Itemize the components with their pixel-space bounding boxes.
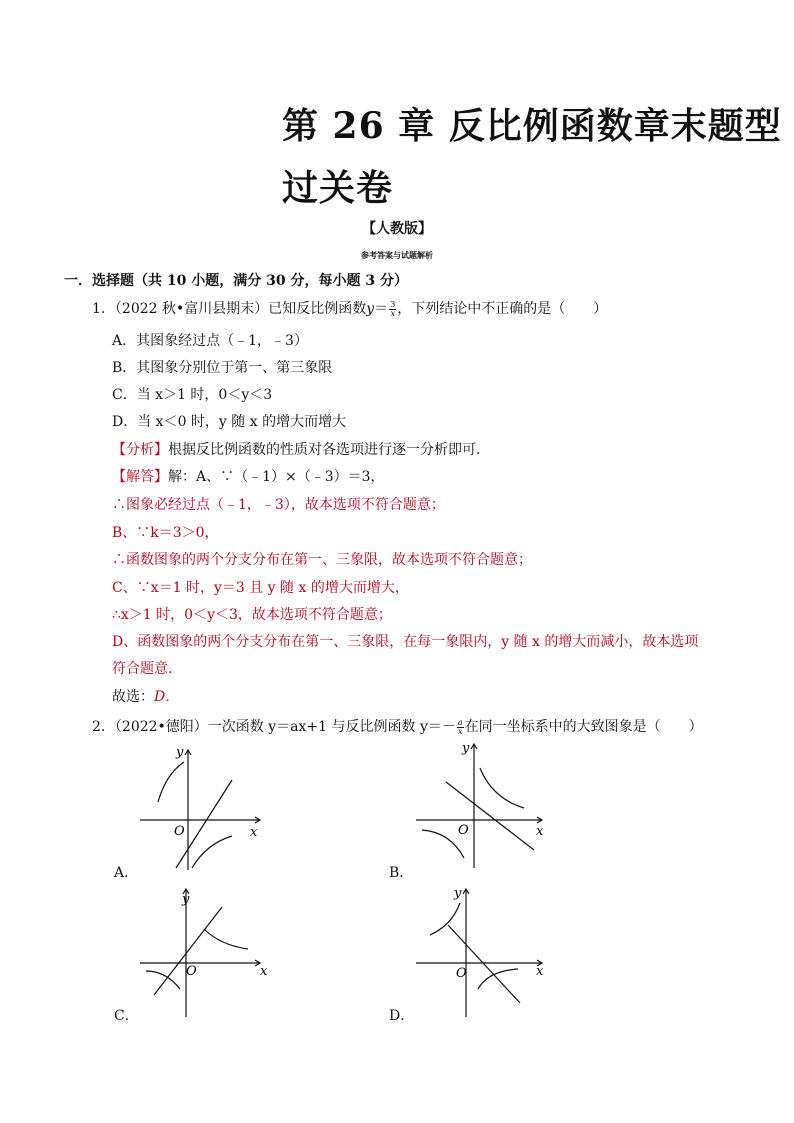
q2-stem-b: 在同一坐标系中的大致图象是（ ） [464,719,703,735]
reference-note: 参考答案与试题解析 [361,250,433,260]
q1-option-b-label: B． [112,360,137,376]
q2-graph-b-x-label: x [536,824,544,839]
q2-graph-d-y-label: y [454,886,462,901]
q1-choose-lead: 故选： [112,689,154,705]
q2-graph-b-origin: O [458,823,469,838]
q2-option-c-label: C． [114,1008,139,1024]
q2-option-b-label: B． [389,865,414,881]
q2-fraction-num: a [457,717,463,727]
q1-answer-tag: 【解答】 [112,469,168,485]
q1-analysis-tag: 【分析】 [112,442,168,458]
q1-fraction [389,301,396,318]
q1-solution-line-5: ∴x＞1 时，0＜y＜3，故本选项不符合题意； [112,607,392,623]
q1-option-d-text: 当 x＜0 时，y 随 x 的增大而增大 [137,414,347,430]
q1-option-a [112,330,308,350]
q1-answer-lead: 解： [168,469,196,485]
page-title-line1: 第 26 章 反比例函数章末题型 [282,105,782,147]
q1-func-eq: ＝ [374,301,389,317]
q1-solution-line-4: C、∵x＝1 时，y＝3 且 y 随 x 的增大而增大， [112,580,409,596]
q2-graph-c-origin: O [186,964,197,979]
q1-choose-value: D． [154,689,180,705]
q1-option-d-label: D． [112,414,138,430]
q2-graph-c-x-label: x [260,964,268,979]
q1-fraction-den: x [390,308,395,318]
q1-option-b [112,357,332,377]
q1-option-c-label: C． [112,387,137,403]
q1-fraction-num: 3 [390,299,396,309]
q1-solution-line-6: D、函数图象的两个分支分布在第一、三象限，在每一象限内，y 随 x 的增大而减小，故本选项 [112,634,699,650]
q2-graph-a-y-label: y [176,745,184,760]
q1-source: （2022 秋•富川县期末）已知反比例函数 [114,301,367,317]
q1-stem-end: ，下列结论中不正确的是（ ） [397,301,608,317]
q2-graph-a-x-label: x [250,825,258,840]
q2-graph-b-y-label: y [462,741,470,756]
q1-stem [92,298,607,318]
section-heading: 一．选择题（共 10 小题，满分 30 分，每小题 3 分） [64,273,408,289]
q1-analysis-text: 根据反比例函数的性质对各选项进行逐一分析即可． [168,442,490,458]
q2-stem [92,716,703,736]
q2-graph-d [412,885,572,1025]
q1-solution-line-2: B、∵k＝3＞0， [112,525,219,541]
q2-graph-d-origin: O [456,966,467,981]
q1-option-a-label: A． [112,333,137,349]
q1-analysis [112,439,490,459]
q2-fraction [457,719,464,736]
q1-option-c [112,384,272,404]
q2-stem-a: （2022•德阳）一次函数 y＝ax+1 与反比例函数 y＝－ [114,719,456,735]
q1-solution-line-3: ∴函数图象的两个分支分布在第一、三象限，故本选项不符合题意； [112,552,532,568]
q2-graph-b [412,740,572,880]
q1-func-y: y [366,301,375,317]
q2-fraction-den: x [457,726,463,736]
q1-option-d [112,411,346,431]
q1-option-b-text: 其图象分别位于第一、第三象限 [136,360,333,376]
q1-option-a-text: 其图象经过点（﹣1，﹣3） [136,333,308,349]
page-title-line2: 过关卷 [282,167,394,209]
q1-option-c-text: 当 x＞1 时，0＜y＜3 [136,387,273,403]
q1-answer [112,466,385,486]
q1-solution-line-1: ∴图象必经过点（﹣1，﹣3），故本选项不符合题意； [112,497,445,513]
q1-answer-a: A、∵（﹣1）×（﹣3）＝3， [196,469,385,485]
q1-solution-line-7: 符合题意． [112,661,182,677]
q1-number: 1． [92,301,115,317]
q2-graph-c-y-label: y [182,892,190,907]
q2-number: 2． [92,719,115,735]
q1-choose [112,686,179,706]
q2-graph-a [120,740,280,880]
q2-option-d-label: D． [389,1008,415,1024]
q2-graph-d-x-label: x [536,964,544,979]
q2-graph-a-origin: O [174,824,185,839]
q2-option-a-label: A． [114,865,139,881]
q2-graph-c [120,885,280,1025]
edition-label: 【人教版】 [362,221,432,237]
